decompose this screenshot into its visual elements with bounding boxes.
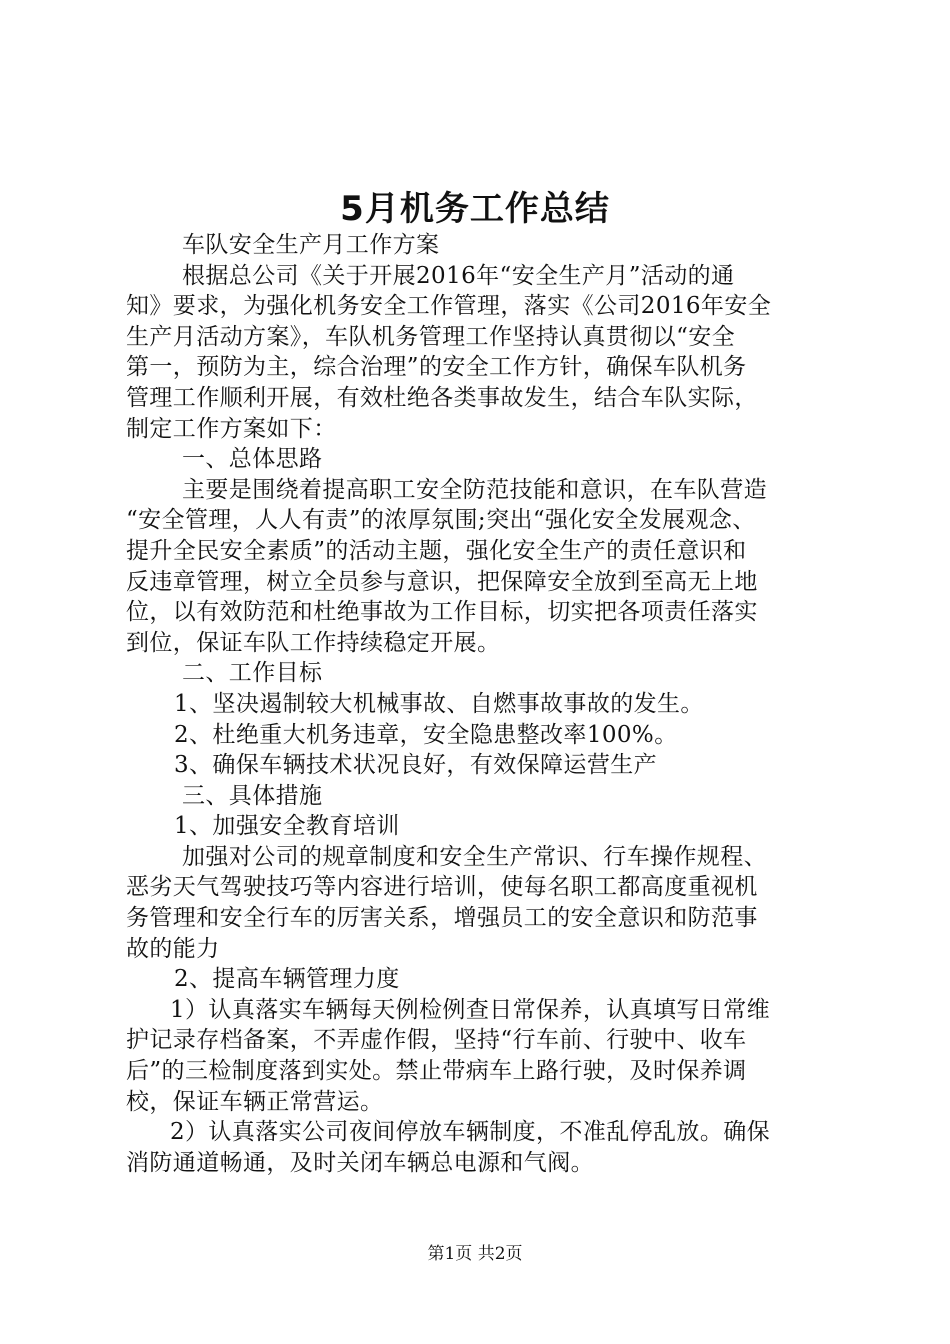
paragraph-line: 到位，保证车队工作持续稳定开展。: [126, 629, 501, 656]
paragraph-line: 主要是围绕着提高职工安全防范技能和意识，在车队营造: [182, 476, 767, 503]
paragraph-line: 生产月活动方案》，车队机务管理工作坚持认真贯彻以“安全: [126, 323, 736, 350]
paragraph-line: 知》要求，为强化机务安全工作管理，落实《公司2016年安全: [126, 293, 772, 320]
list-item: 1、坚决遏制较大机械事故、自燃事故事故的发生。: [174, 690, 704, 717]
paragraph-line: 位，以有效防范和杜绝事故为工作目标，切实把各项责任落实: [126, 599, 758, 626]
paragraph-line: 反违章管理，树立全员参与意识，把保障安全放到至高无上地: [126, 568, 758, 595]
list-item: 2、杜绝重大机务违章，安全隐患整改率100%。: [174, 721, 678, 748]
paragraph-line: 后”的三检制度落到实处。禁止带病车上路行驶，及时保养调: [126, 1058, 747, 1085]
list-item: 3、确保车辆技术状况良好，有效保障运营生产: [174, 752, 658, 779]
subsection-heading: 2、提高车辆管理力度: [174, 966, 400, 993]
paragraph-line: 根据总公司《关于开展2016年“安全生产月”活动的通: [182, 262, 735, 289]
document-title: 5月机务工作总结: [340, 189, 610, 229]
paragraph-line: 恶劣天气驾驶技巧等内容进行培训，使每名职工都高度重视机: [126, 874, 758, 901]
paragraph-line: 校，保证车辆正常营运。: [126, 1088, 384, 1115]
paragraph-line: 护记录存档备案，不弄虚作假，坚持“行车前、行驶中、收车: [126, 1027, 747, 1054]
paragraph-line: 管理工作顺利开展，有效杜绝各类事故发生，结合车队实际，: [126, 384, 758, 411]
section-heading: 一、总体思路: [182, 446, 323, 473]
paragraph-line: 加强对公司的规章制度和安全生产常识、行车操作规程、: [182, 843, 767, 870]
paragraph-line: 车队安全生产月工作方案: [182, 232, 440, 258]
paragraph-line: 故的能力: [126, 935, 220, 962]
document-body: [126, 230, 830, 1178]
page-number-footer: 第1页 共2页: [427, 1244, 523, 1264]
section-heading: 三、具体措施: [182, 782, 323, 809]
section-heading: 二、工作目标: [182, 660, 323, 687]
paragraph-line: 制定工作方案如下：: [126, 415, 337, 442]
subsection-heading: 1、加强安全教育培训: [174, 813, 400, 840]
paragraph-line: 2）认真落实公司夜间停放车辆制度，不准乱停乱放。确保: [170, 1119, 771, 1146]
paragraph-line: “安全管理，人人有责”的浓厚氛围;突出“强化安全发展观念、: [126, 507, 756, 534]
paragraph-line: 务管理和安全行车的厉害关系，增强员工的安全意识和防范事: [126, 905, 758, 932]
paragraph-line: 第一，预防为主，综合治理”的安全工作方针，确保车队机务: [126, 354, 747, 381]
paragraph-line: 提升全民安全素质”的活动主题，强化安全生产的责任意识和: [126, 537, 747, 564]
paragraph-line: 消防通道畅通，及时关闭车辆总电源和气阀。: [126, 1149, 594, 1176]
paragraph-line: 1）认真落实车辆每天例检例查日常保养，认真填写日常维: [170, 996, 771, 1023]
